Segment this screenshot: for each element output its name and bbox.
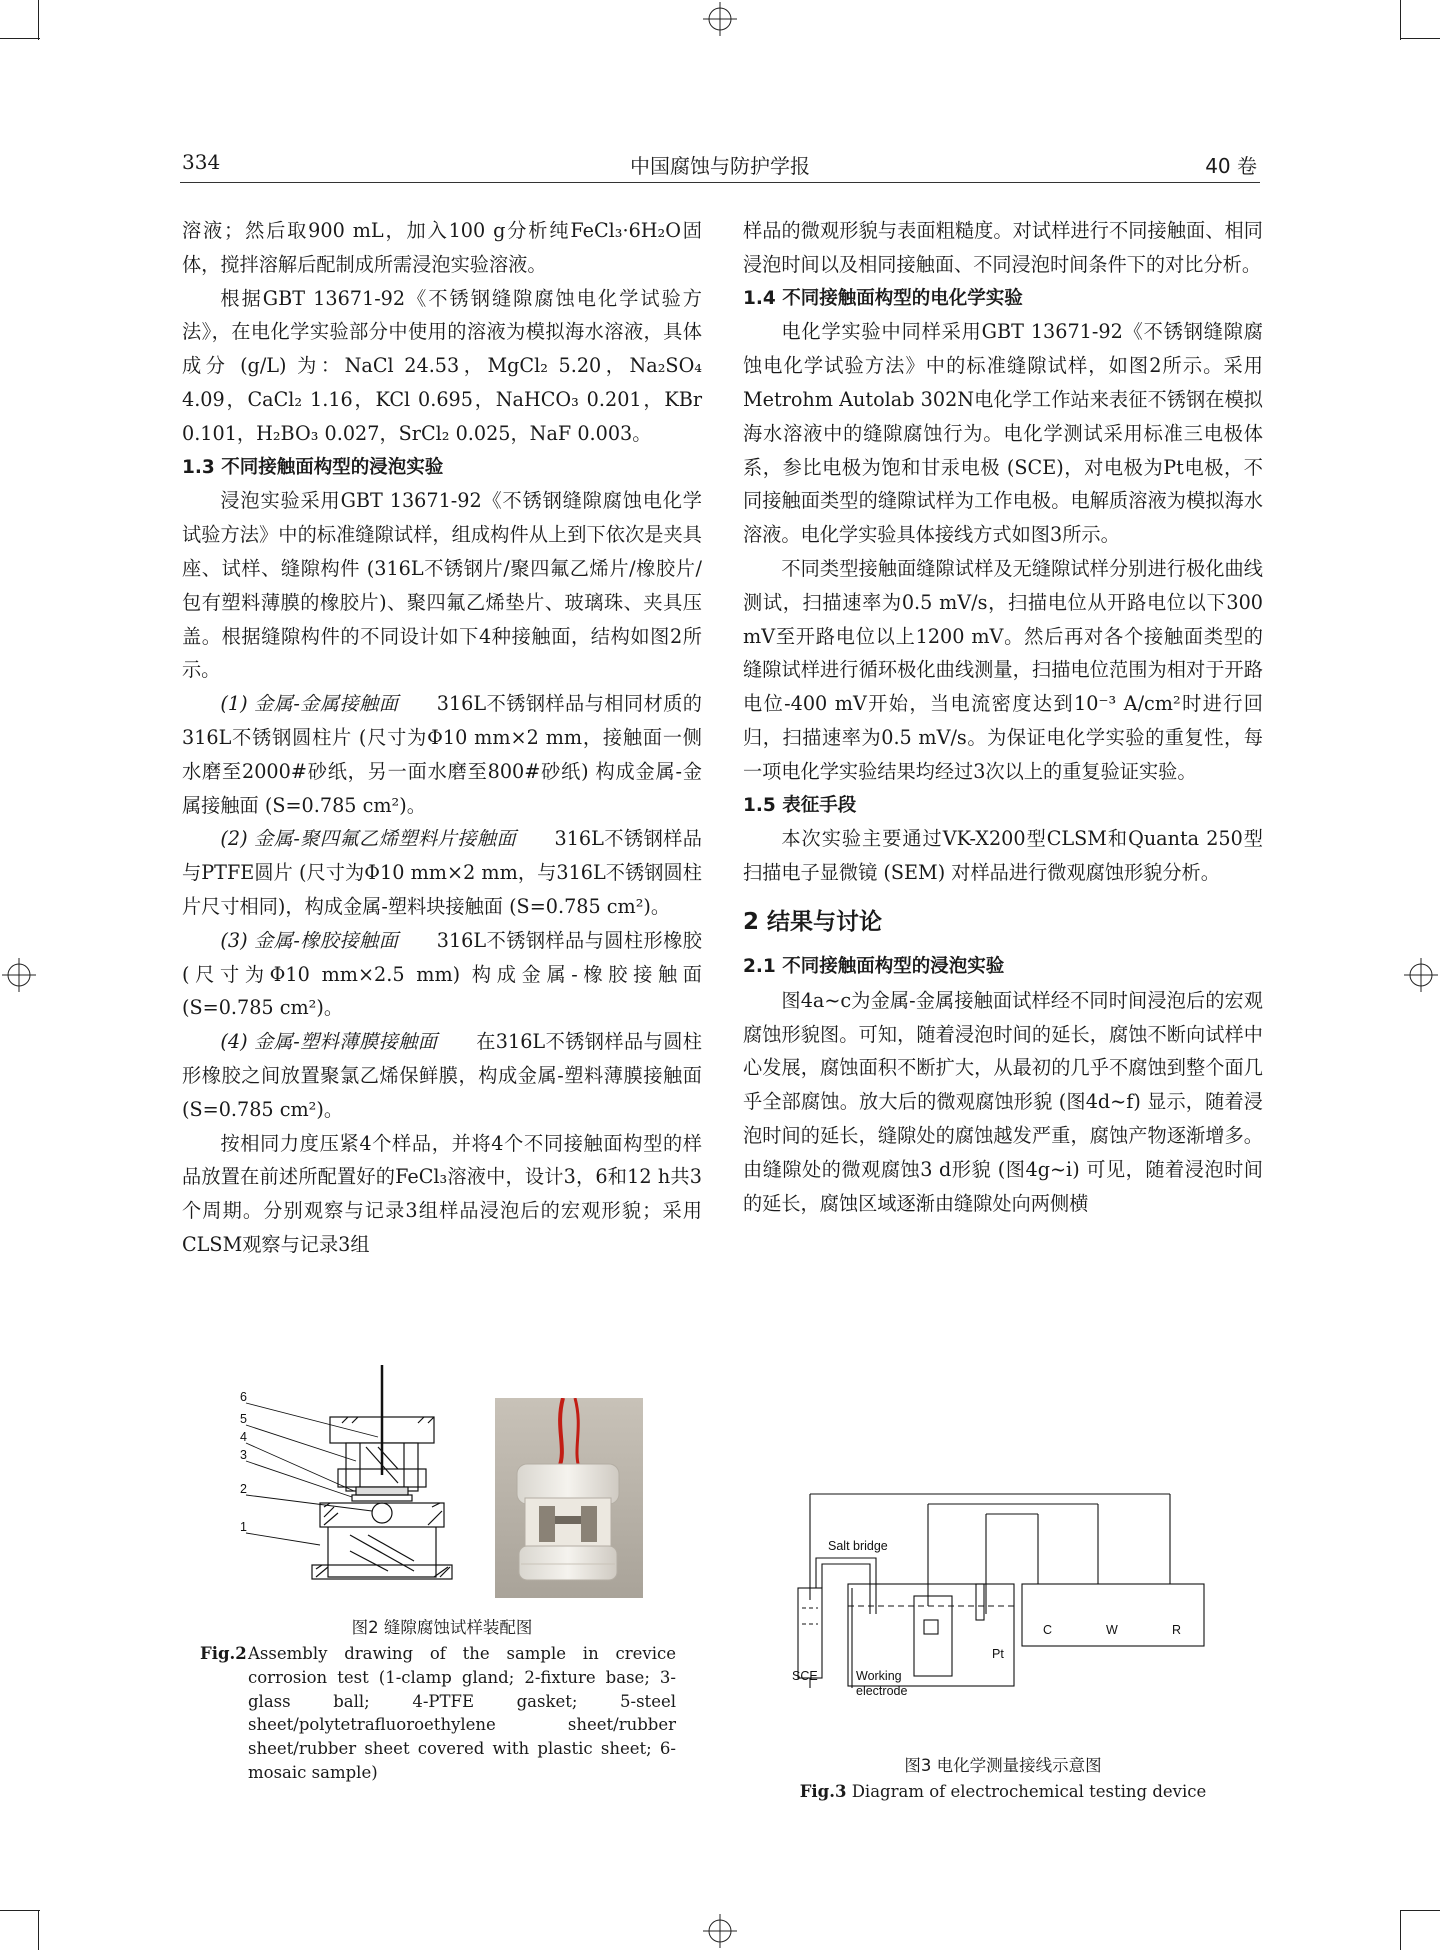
fig3-c-label: C: [1043, 1623, 1053, 1637]
paragraph: 浸泡实验采用GBT 13671-92《不锈钢缝隙腐蚀电化学试验方法》中的标准缝隙试样，组成构件从上到下依次是夹具座、试样、缝隙构件 (316L不锈钢片/聚四氟乙烯片/橡胶片/包有塑料薄膜的橡胶片)、聚四氟乙烯垫片、玻璃珠、夹具压盖。根据缝隙构件的不同设计如下4种接触面，结构如图2所示。: [182, 489, 702, 682]
paragraph: 溶液；然后取900 mL，加入100 g分析纯FeCl₃·6H₂O固体，搅拌溶解后配制成所需浸泡实验溶液。: [182, 219, 702, 276]
list-item: [182, 687, 702, 822]
fig2-label-6: 6: [240, 1390, 247, 1404]
volume-label: 40 卷: [1205, 154, 1257, 178]
fig3-electrode-label: electrode: [856, 1684, 908, 1698]
fig2-sample-photo: [495, 1398, 643, 1598]
fig2-assembly-drawing: [228, 1365, 488, 1600]
fig3-caption-cn: 图3 电化学测量接线示意图: [904, 1756, 1102, 1775]
fig3-working-label: Working: [856, 1669, 902, 1683]
item-heading: (3) 金属-橡胶接触面: [220, 928, 399, 952]
paragraph: 本次实验主要通过VK-X200型CLSM和Quanta 250型扫描电子显微镜 (SEM) 对样品进行微观腐蚀形貌分析。: [743, 827, 1263, 885]
paragraph: 根据GBT 13671-92《不锈钢缝隙腐蚀电化学试验方法》，在电化学实验部分中使用的溶液为模拟海水溶液，具体成分 (g/L) 为：NaCl 24.53，MgCl₂ 5.20，Na₂SO₄ 4.09，CaCl₂ 1.16，KCl 0.695，NaHCO₃ 0.201，KBr 0.101，H₂BO₃ 0.027，SrCl₂ 0.025，NaF 0.003。: [182, 286, 702, 445]
fig3-salt-bridge-label: Salt bridge: [828, 1539, 888, 1553]
fig3-pt-label: Pt: [992, 1647, 1004, 1661]
right-column: [743, 214, 1263, 1220]
header-rule: [180, 182, 1260, 183]
fig3-caption-line: [743, 1780, 1263, 1804]
fig2-label-1: 1: [240, 1520, 247, 1534]
fig2-label-5: 5: [240, 1412, 247, 1426]
item-heading: (2) 金属-聚四氟乙烯塑料片接触面: [220, 827, 517, 851]
section-heading-1-3: 1.3 不同接触面构型的浸泡实验: [182, 456, 444, 478]
list-item: [182, 1025, 702, 1126]
item-body: 316L不锈钢样品与PTFE圆片 (尺寸为Φ10 mm×2 mm，与316L不锈钢圆柱片尺寸相同)，构成金属-塑料块接触面 (S=0.785 cm²)。: [182, 827, 702, 918]
paragraph: 按相同力度压紧4个样品，并将4个不同接触面构型的样品放置在前述所配置好的FeCl₃溶液中，设计3，6和12 h共3个周期。分别观察与记录3组样品浸泡后的宏观形貌；采用CLSM观察与记录3组: [182, 1131, 702, 1256]
fig3-caption-en: Diagram of electrochemical testing device: [851, 1782, 1207, 1801]
item-body: 316L不锈钢样品与相同材质的316L不锈钢圆柱片 (尺寸为Φ10 mm×2 mm，接触面一侧水磨至2000#砂纸，另一面水磨至800#砂纸) 构成金属-金属接触面 (S=0.785 cm²)。: [182, 692, 702, 817]
fig3-w-label: W: [1106, 1623, 1118, 1637]
fig2-label-3: 3: [240, 1448, 247, 1462]
registration-mark-top: [703, 2, 737, 36]
fig3-wiring-diagram: [782, 1488, 1212, 1703]
fig2-caption-label: Fig.2: [200, 1644, 247, 1663]
fig2-label-4: 4: [240, 1430, 247, 1444]
section-heading-2: 2 结果与讨论: [743, 908, 883, 935]
list-item: [182, 924, 702, 1025]
registration-mark-left: [2, 958, 36, 992]
paragraph: 电化学实验中同样采用GBT 13671-92《不锈钢缝隙腐蚀电化学试验方法》中的标准缝隙试样，如图2所示。采用Metrohm Autolab 302N电化学工作站来表征不锈钢在模拟海水溶液中的缝隙腐蚀行为。电化学测试采用标准三电极体系，参比电极为饱和甘汞电极 (SCE)，对电极为Pt电极，不同接触面类型的缝隙试样为工作电极。电解质溶液为模拟海水溶液。电化学实验具体接线方式如图3所示。: [743, 320, 1263, 547]
section-heading-1-4: 1.4 不同接触面构型的电化学实验: [743, 287, 1023, 309]
journal-title: 中国腐蚀与防护学报: [630, 154, 810, 178]
fig2-label-2: 2: [240, 1482, 247, 1496]
fig3-caption-label: Fig.3: [799, 1782, 847, 1801]
item-body: 在316L不锈钢样品与圆柱形橡胶之间放置聚氯乙烯保鲜膜，构成金属-塑料薄膜接触面 (S=0.785 cm²)。: [182, 1030, 702, 1121]
paragraph: 样品的微观形貌与表面粗糙度。对试样进行不同接触面、相同浸泡时间以及相同接触面、不同浸泡时间条件下的对比分析。: [743, 219, 1263, 276]
left-column: [182, 214, 702, 1262]
fig3-r-label: R: [1172, 1623, 1182, 1637]
fig2-caption-en: Assembly drawing of the sample in crevice corrosion test (1-clamp gland; 2-fixture base; 3-glass ball; 4-PTFE gasket; 5-steel sheet/polytetrafluoroethylene sheet/rubber sheet/rubber sheet covered with plastic sheet; 6-mosaic sample): [248, 1644, 676, 1782]
paragraph: 不同类型接触面缝隙试样及无缝隙试样分别进行极化曲线测试，扫描速率为0.5 mV/s，扫描电位从开路电位以下300 mV至开路电位以上1200 mV。然后再对各个接触面类型的缝隙试样进行循环极化曲线测量，扫描电位范围为相对于开路电位-400 mV开始，当电流密度达到10⁻³ A/cm²时进行回归，扫描速率为0.5 mV/s。为保证电化学实验的重复性，每一项电化学实验结果均经过3次以上的重复验证实验。: [743, 556, 1263, 783]
section-heading-2-1: 2.1 不同接触面构型的浸泡实验: [743, 955, 1005, 977]
fig3-sce-label: SCE: [792, 1669, 818, 1683]
item-heading: (4) 金属-塑料薄膜接触面: [220, 1030, 438, 1054]
list-item: [182, 822, 702, 923]
page-number: 334: [182, 150, 221, 174]
registration-mark-bottom: [703, 1914, 737, 1948]
item-heading: (1) 金属-金属接触面: [220, 692, 399, 716]
item-body: 316L不锈钢样品与圆柱形橡胶 (尺寸为Φ10 mm×2.5 mm) 构成金属-橡胶接触面 (S=0.785 cm²)。: [182, 928, 702, 1020]
paragraph: 图4a~c为金属-金属接触面试样经不同时间浸泡后的宏观腐蚀形貌图。可知，随着浸泡时间的延长，腐蚀不断向试样中心发展，腐蚀面积不断扩大，从最初的几乎不腐蚀到整个面几乎全部腐蚀。放大后的微观腐蚀形貌 (图4d~f) 显示，随着浸泡时间的延长，缝隙处的腐蚀越发严重，腐蚀产物逐渐增多。由缝隙处的微观腐蚀3 d形貌 (图4g~i) 可见，随着浸泡时间的延长，腐蚀区域逐渐由缝隙处向两侧横: [743, 988, 1263, 1215]
registration-mark-right: [1404, 958, 1438, 992]
fig2-caption-cn: 图2 缝隙腐蚀试样装配图: [351, 1618, 533, 1637]
section-heading-1-5: 1.5 表征手段: [743, 794, 857, 816]
